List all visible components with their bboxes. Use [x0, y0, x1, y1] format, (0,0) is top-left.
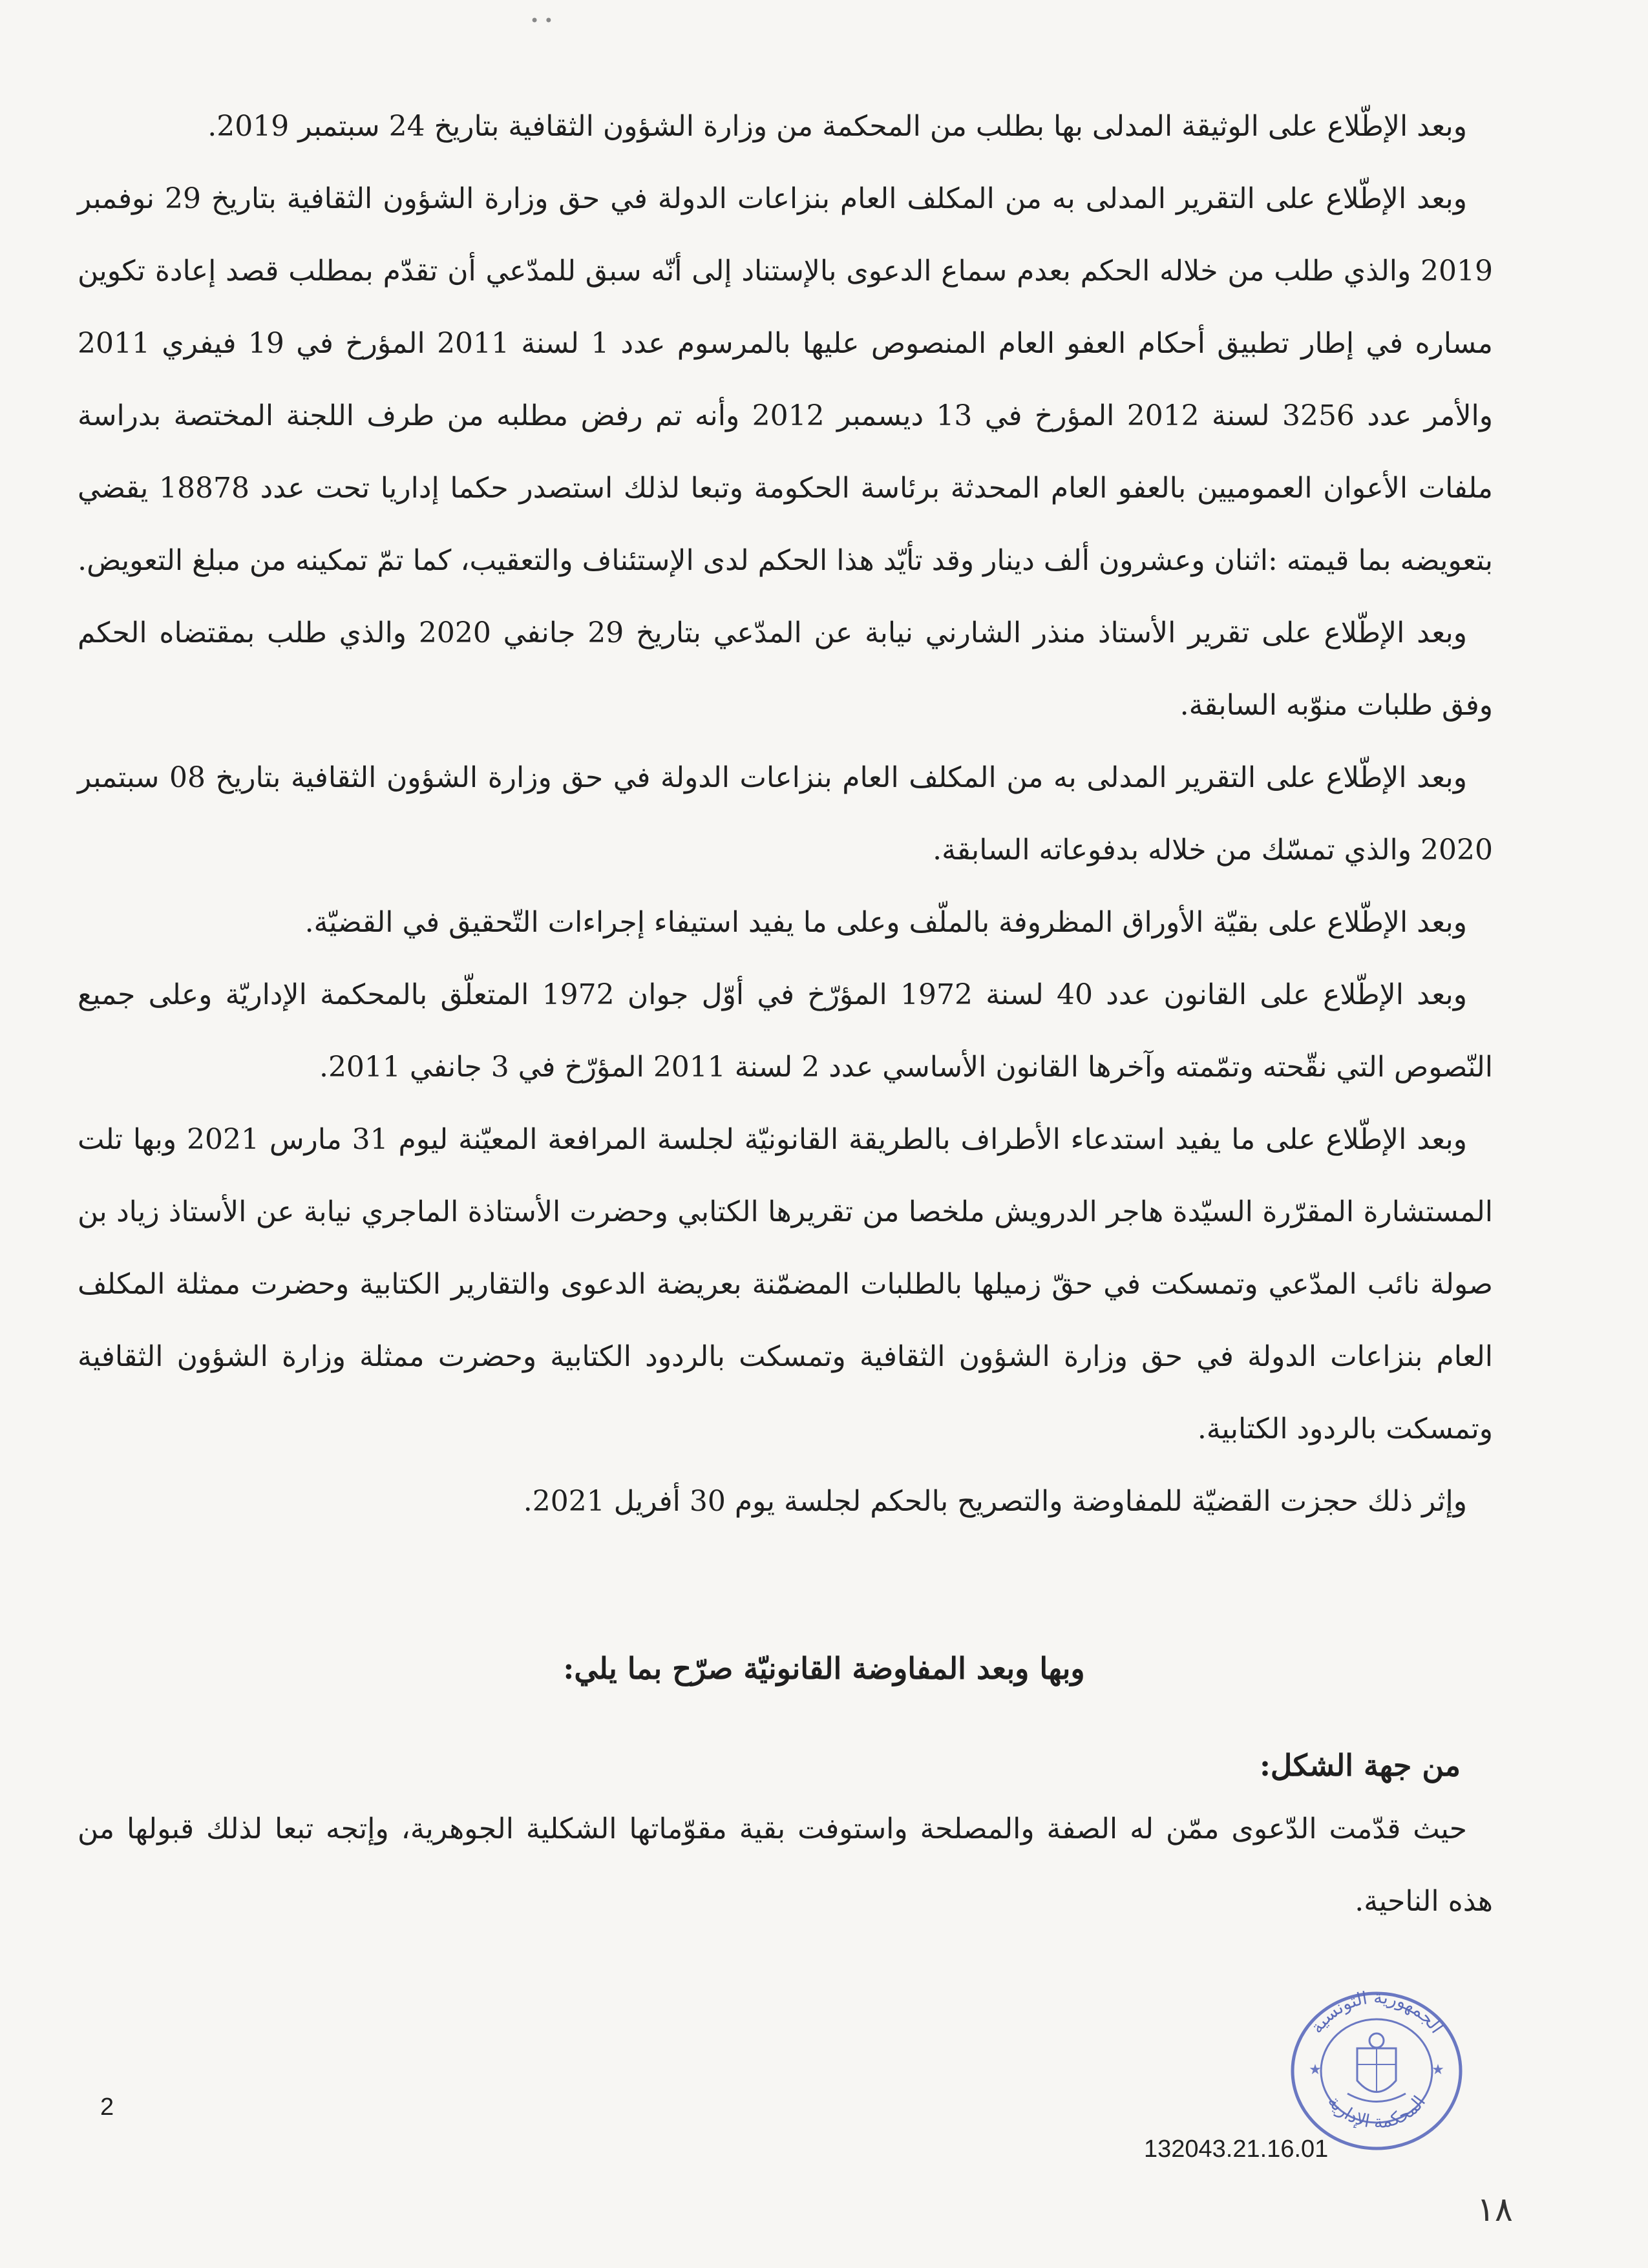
scan-artifact: • •: [530, 12, 553, 30]
paragraph-hearing: وبعد الإطّلاع على ما يفيد استدعاء الأطراف بالطريقة القانونيّة لجلسة المرافعة المعيّنة ليوم 31 مارس 2021 وبها تلت المستشارة المقرّرة السيّدة هاجر الدرويش ملخصا من تقريرها الكتابي وحضرت الأستاذة الماجري نيابة عن الأستاذ زياد بن صولة نائب المدّعي وتمسكت في حقّ زميلها بالطلبات المضمّنة بعريضة الدعوى والتقارير الكتابية وحضرت ممثلة المكلف العام بنزاعات الدولة في حق وزارة الشؤون الثقافية وتمسكت بالردود الكتابية وحضرت ممثلة وزارة الشؤون الثقافية وتمسكت بالردود الكتابية.: [78, 1123, 1493, 1445]
coat-of-arms-icon: [1347, 2033, 1406, 2102]
stamp-star-left-icon: ★: [1309, 2062, 1322, 2078]
form-text: [78, 1793, 1493, 1938]
reference-number: 132043.21.16.01: [1144, 2136, 1329, 2163]
stamp-star-right-icon: ★: [1431, 2062, 1444, 2078]
page-number: 2: [100, 2094, 114, 2121]
paragraph-state-report-1: وبعد الإطّلاع على التقرير المدلى به من المكلف العام بنزاعات الدولة في حق وزارة الشؤون الثقافية بتاريخ 29 نوفمبر 2019 والذي طلب من خلاله الحكم بعدم سماع الدعوى بالإستناد إلى أنّه سبق للمدّعي أن تقدّم بمطلب قصد إعادة تكوين مساره في إطار تطبيق أحكام العفو العام المنصوص عليها بالمرسوم عدد 1 لسنة 2011 المؤرخ في 19 فيفري 2011 والأمر عدد 3256 لسنة 2012 المؤرخ في 13 ديسمبر 2012 وأنه تم رفض مطلبه من طرف اللجنة المختصة بدراسة ملفات الأعوان العموميين بالعفو العام المحدثة برئاسة الحكومة وتبعا لذلك استصدر حكما إداريا تحت عدد 18878 يقضي بتعويضه بما قيمته :اثنان وعشرون ألف دينار وقد تأيّد هذا الحكم لدى الإستئناف والتعقيب، كما تمّ تمكينه من مبلغ التعويض.: [78, 182, 1494, 577]
body-text: [78, 90, 1493, 1538]
form-heading: من جهة الشكل:: [1259, 1748, 1461, 1783]
handwritten-mark: ١٨: [1477, 2190, 1513, 2229]
paragraph-deliberation-date: وإثر ذلك حجزت القضيّة للمفاوضة والتصريح بالحكم لجلسة يوم 30 أفريل 2021.: [523, 1485, 1467, 1518]
paragraph-file-papers: وبعد الإطّلاع على بقيّة الأوراق المظروفة بالملّف وعلى ما يفيد استيفاء إجراءات التّحقيق في القضيّة.: [304, 906, 1467, 939]
paragraph-state-report-2: وبعد الإطّلاع على التقرير المدلى به من المكلف العام بنزاعات الدولة في حق وزارة الشؤون الثقافية بتاريخ 08 سبتمبر 2020 والذي تمسّك من خلاله بدفوعاته السابقة.: [78, 761, 1493, 866]
form-paragraph: حيث قدّمت الدّعوى ممّن له الصفة والمصلحة واستوفت بقية مقوّماتها الشكلية الجوهرية، وإتجه تبعا لذلك قبولها من هذه الناحية.: [78, 1812, 1493, 1918]
stamp-top-text: الجمهورية التونسية: [1306, 1987, 1447, 2037]
paragraph-lawyer-report: وبعد الإطّلاع على تقرير الأستاذ منذر الشارني نيابة عن المدّعي بتاريخ 29 جانفي 2020 والذي طلب بمقتضاه الحكم وفق طلبات منوّبه السابقة.: [78, 616, 1493, 722]
stamp-bottom-text: المحكمة الإدارية: [1323, 2092, 1430, 2133]
paragraph-document-review: وبعد الإطّلاع على الوثيقة المدلى بها بطلب من المحكمة من وزارة الشؤون الثقافية بتاريخ 24 سبتمبر 2019.: [207, 110, 1467, 143]
deliberation-heading: وبها وبعد المفاوضة القانونيّة صرّح بما يلي:: [563, 1651, 1085, 1686]
court-stamp: [1283, 1984, 1470, 2158]
paragraph-law-reference: وبعد الإطّلاع على القانون عدد 40 لسنة 1972 المؤرّخ في أوّل جوان 1972 المتعلّق بالمحكمة الإداريّة وعلى جميع النّصوص التي نقّحته وتمّمته وآخرها القانون الأساسي عدد 2 لسنة 2011 المؤرّخ في 3 جانفي 2011.: [78, 978, 1493, 1084]
